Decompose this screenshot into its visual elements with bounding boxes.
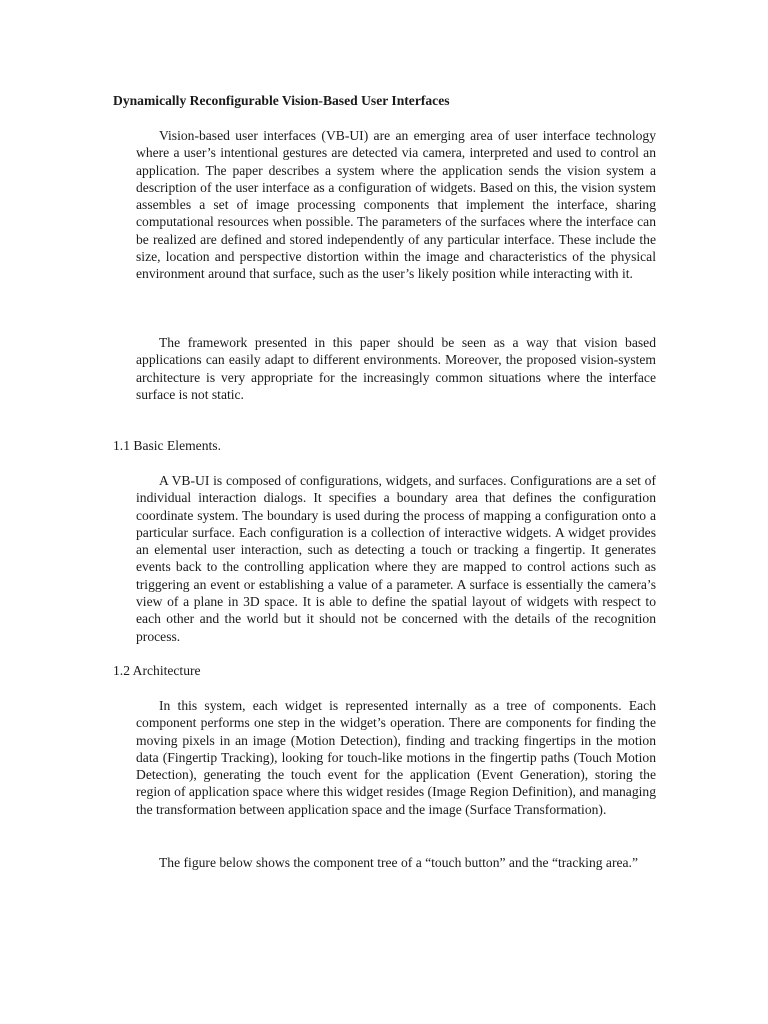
architecture-paragraph-2: The figure below shows the component tree of a “touch button” and the “tracking area.” — [159, 855, 638, 870]
intro-paragraph-1: Vision-based user interfaces (VB-UI) are an emerging area of user interface technology where a user’s intentional gestures are detected via camera, interpreted and used to control an application. The paper describes a system where the application sends the vision system a description of the user interface as a configuration of widgets. Based on this, the vision system assembles a set of image processing components that implement the interface, sharing computational resources when possible. The parameters of the surfaces where the interface can be realized are defined and stored independently of any particular interface. These include the size, location and perspective distortion within the image and characteristics of the physical environment around that surface, such as the user’s likely position while interacting with it. — [136, 128, 656, 282]
architecture-paragraph-1: In this system, each widget is represented internally as a tree of components. Each component performs one step in the widget’s operation. There are components for finding the moving pixels in an image (Motion Detection), finding and tracking fingertips in the motion data (Fingertip Tracking), looking for touch-like motions in the fingertip paths (Touch Motion Detection), generating the touch event for the application (Event Generation), storing the region of application space where this widget resides (Image Region Definition), and managing the transformation between application space and the image (Surface Transformation). — [136, 698, 656, 817]
section-heading-basic-elements: 1.1 Basic Elements. — [113, 438, 221, 453]
section-heading-architecture: 1.2 Architecture — [113, 663, 201, 678]
intro-paragraph-2: The framework presented in this paper should be seen as a way that vision based applications can easily adapt to different environments. Moreover, the proposed vision-system architecture is very appropriate for the increasingly common situations where the interface surface is not static. — [136, 335, 656, 402]
document-title: Dynamically Reconfigurable Vision-Based User Interfaces — [113, 93, 450, 108]
basic-elements-paragraph: A VB-UI is composed of configurations, widgets, and surfaces. Configurations are a set of individual interaction dialogs. It specifies a boundary area that defines the configuration coordinate system. The boundary is used during the process of mapping a configuration onto a particular surface. Each configuration is a collection of interactive widgets. A widget provides an elemental user interaction, such as detecting a touch or tracking a fingertip. It generates events back to the controlling application where they are mapped to control actions such as triggering an event or establishing a value of a parameter. A surface is essentially the camera’s view of a plane in 3D space. It is able to define the spatial layout of widgets with respect to each other and the world but it should not be concerned with the details of the recognition process. — [136, 473, 656, 644]
